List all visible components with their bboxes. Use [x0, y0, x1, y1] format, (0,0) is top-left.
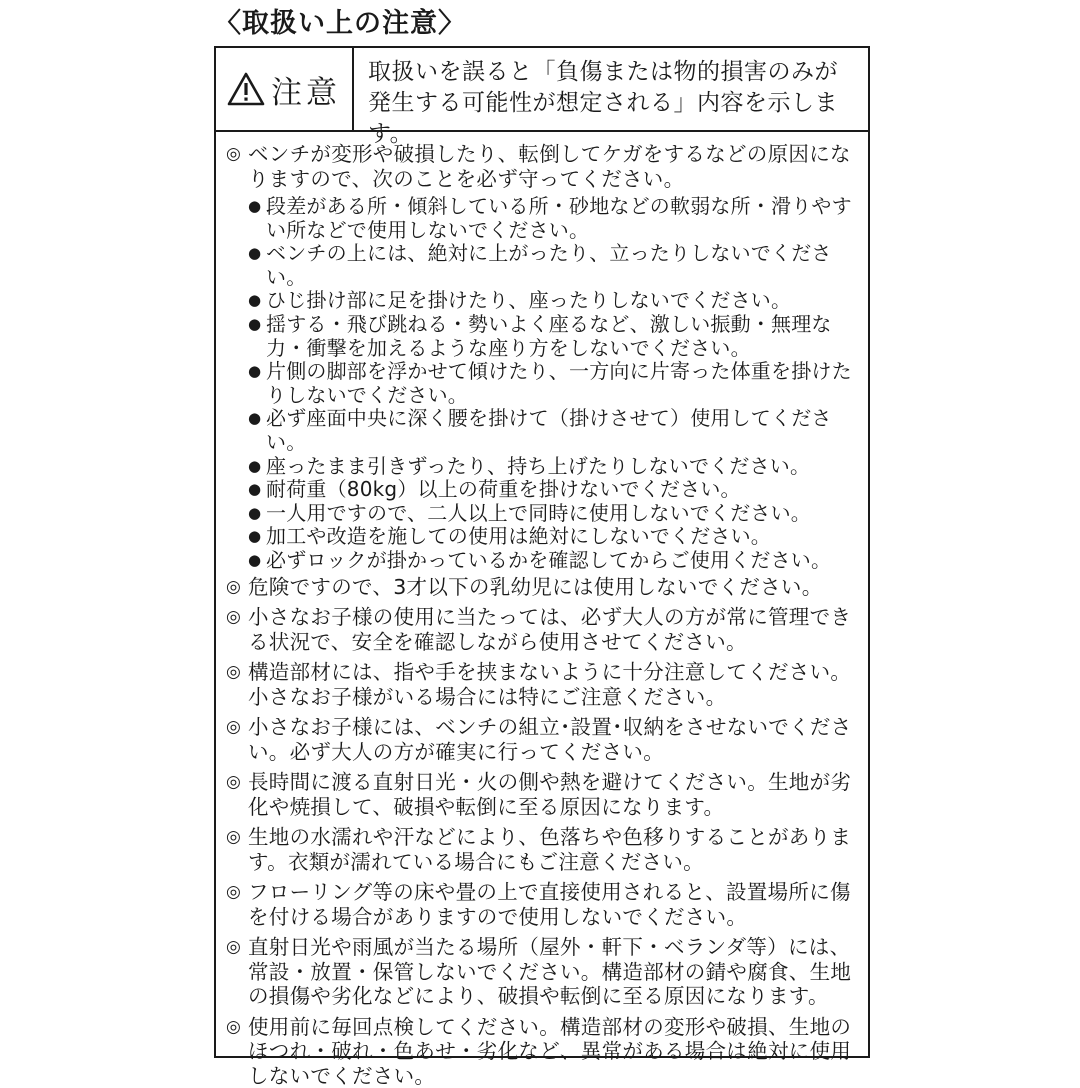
caution-section [226, 770, 856, 819]
caution-description: 取扱いを誤ると「負傷または物的損害のみが発生する可能性が想定される」内容を示します。 [354, 48, 868, 130]
double-circle-icon: ◎ [226, 715, 248, 764]
double-circle-icon: ◎ [226, 935, 248, 1009]
section-text: 小さなお子様の使用に当たっては、必ず大人の方が常に管理できる状況で、安全を確認しながら使用させてください。 [248, 605, 856, 654]
section-text: フローリング等の床や畳の上で直接使用されると、設置場所に傷を付ける場合がありますので使用しないでください。 [248, 880, 856, 929]
bullet-icon: ● [248, 242, 266, 289]
list-item [248, 242, 856, 289]
bullet-icon: ● [248, 549, 266, 573]
list-item-text: 耐荷重（80kg）以上の荷重を掛けないでください。 [266, 478, 856, 502]
double-circle-icon: ◎ [226, 880, 248, 929]
caution-panel [214, 46, 870, 1058]
list-item-text: 座ったまま引きずったり、持ち上げたりしないでください。 [266, 455, 856, 479]
list-item [248, 289, 856, 313]
list-item-text: 片側の脚部を浮かせて傾けたり、一方向に片寄った体重を掛けたりしないでください。 [266, 360, 856, 407]
list-item [248, 407, 856, 454]
list-item-text: 必ずロックが掛かっているかを確認してからご使用ください。 [266, 549, 856, 573]
list-item [248, 455, 856, 479]
section-text: ベンチが変形や破損したり、転倒してケガをするなどの原因になりますので、次のことを必ず守ってください。 [248, 142, 856, 191]
double-circle-icon: ◎ [226, 575, 248, 600]
list-item-text: 揺する・飛び跳ねる・勢いよく座るなど、激しい振動・無理な力・衝撃を加えるような座り方をしないでください。 [266, 313, 856, 360]
list-item [248, 360, 856, 407]
double-circle-icon: ◎ [226, 660, 248, 709]
double-circle-icon: ◎ [226, 1015, 248, 1088]
bullet-icon: ● [248, 525, 266, 549]
caution-section [226, 825, 856, 874]
caution-badge [216, 48, 354, 130]
warning-triangle-icon [227, 72, 265, 106]
bullet-icon: ● [248, 455, 266, 479]
caution-section [226, 660, 856, 709]
caution-list [216, 132, 868, 1088]
caution-section [226, 575, 856, 600]
list-item [248, 525, 856, 549]
list-item-text: ベンチの上には、絶対に上がったり、立ったりしないでください。 [266, 242, 856, 289]
section-text: 小さなお子様には、ベンチの組立･設置･収納をさせないでください。必ず大人の方が確実に行ってください。 [248, 715, 856, 764]
double-circle-icon: ◎ [226, 605, 248, 654]
section-text: 危険ですので、3才以下の乳幼児には使用しないでください。 [248, 575, 856, 600]
section-text: 構造部材には、指や手を挟まないように十分注意してください。小さなお子様がいる場合には特にご注意ください。 [248, 660, 856, 709]
bullet-icon: ● [248, 313, 266, 360]
list-item [248, 195, 856, 242]
list-item-text: 一人用ですので、二人以上で同時に使用しないでください。 [266, 502, 856, 526]
caution-section [226, 605, 856, 654]
list-item [248, 478, 856, 502]
caution-section [226, 1015, 856, 1088]
caution-section [226, 880, 856, 929]
list-item-text: 段差がある所・傾斜している所・砂地などの軟弱な所・滑りやすい所などで使用しないでください。 [266, 195, 856, 242]
double-circle-icon: ◎ [226, 770, 248, 819]
list-item-text: 必ず座面中央に深く腰を掛けて（掛けさせて）使用してください。 [266, 407, 856, 454]
bullet-icon: ● [248, 360, 266, 407]
double-circle-icon: ◎ [226, 825, 248, 874]
caution-section [226, 715, 856, 764]
caution-header [216, 48, 868, 132]
caution-section [226, 142, 856, 191]
section-text: 長時間に渡る直射日光・火の側や熱を避けてください。生地が劣化や焼損して、破損や転倒に至る原因になります。 [248, 770, 856, 819]
section-text: 直射日光や雨風が当たる場所（屋外・軒下・ベランダ等）には、常設・放置・保管しないでください。構造部材の錆や腐食、生地の損傷や劣化などにより、破損や転倒に至る原因になります。 [248, 935, 856, 1009]
list-item [248, 313, 856, 360]
list-item-text: ひじ掛け部に足を掛けたり、座ったりしないでください。 [266, 289, 856, 313]
caution-label: 注意 [271, 67, 341, 112]
page-title: 〈取扱い上の注意〉 [214, 4, 466, 44]
caution-section [226, 935, 856, 1009]
list-item [248, 549, 856, 573]
bullet-icon: ● [248, 407, 266, 454]
section-text: 使用前に毎回点検してください。構造部材の変形や破損、生地のほつれ・破れ・色あせ・劣化など、異常がある場合は絶対に使用しないでください。 [248, 1015, 856, 1088]
bullet-icon: ● [248, 478, 266, 502]
bullet-icon: ● [248, 502, 266, 526]
list-item [248, 502, 856, 526]
section-text: 生地の水濡れや汗などにより、色落ちや色移りすることがあります。衣類が濡れている場合にもご注意ください。 [248, 825, 856, 874]
sub-list [248, 195, 856, 573]
list-item-text: 加工や改造を施しての使用は絶対にしないでください。 [266, 525, 856, 549]
bullet-icon: ● [248, 289, 266, 313]
bullet-icon: ● [248, 195, 266, 242]
double-circle-icon: ◎ [226, 142, 248, 191]
